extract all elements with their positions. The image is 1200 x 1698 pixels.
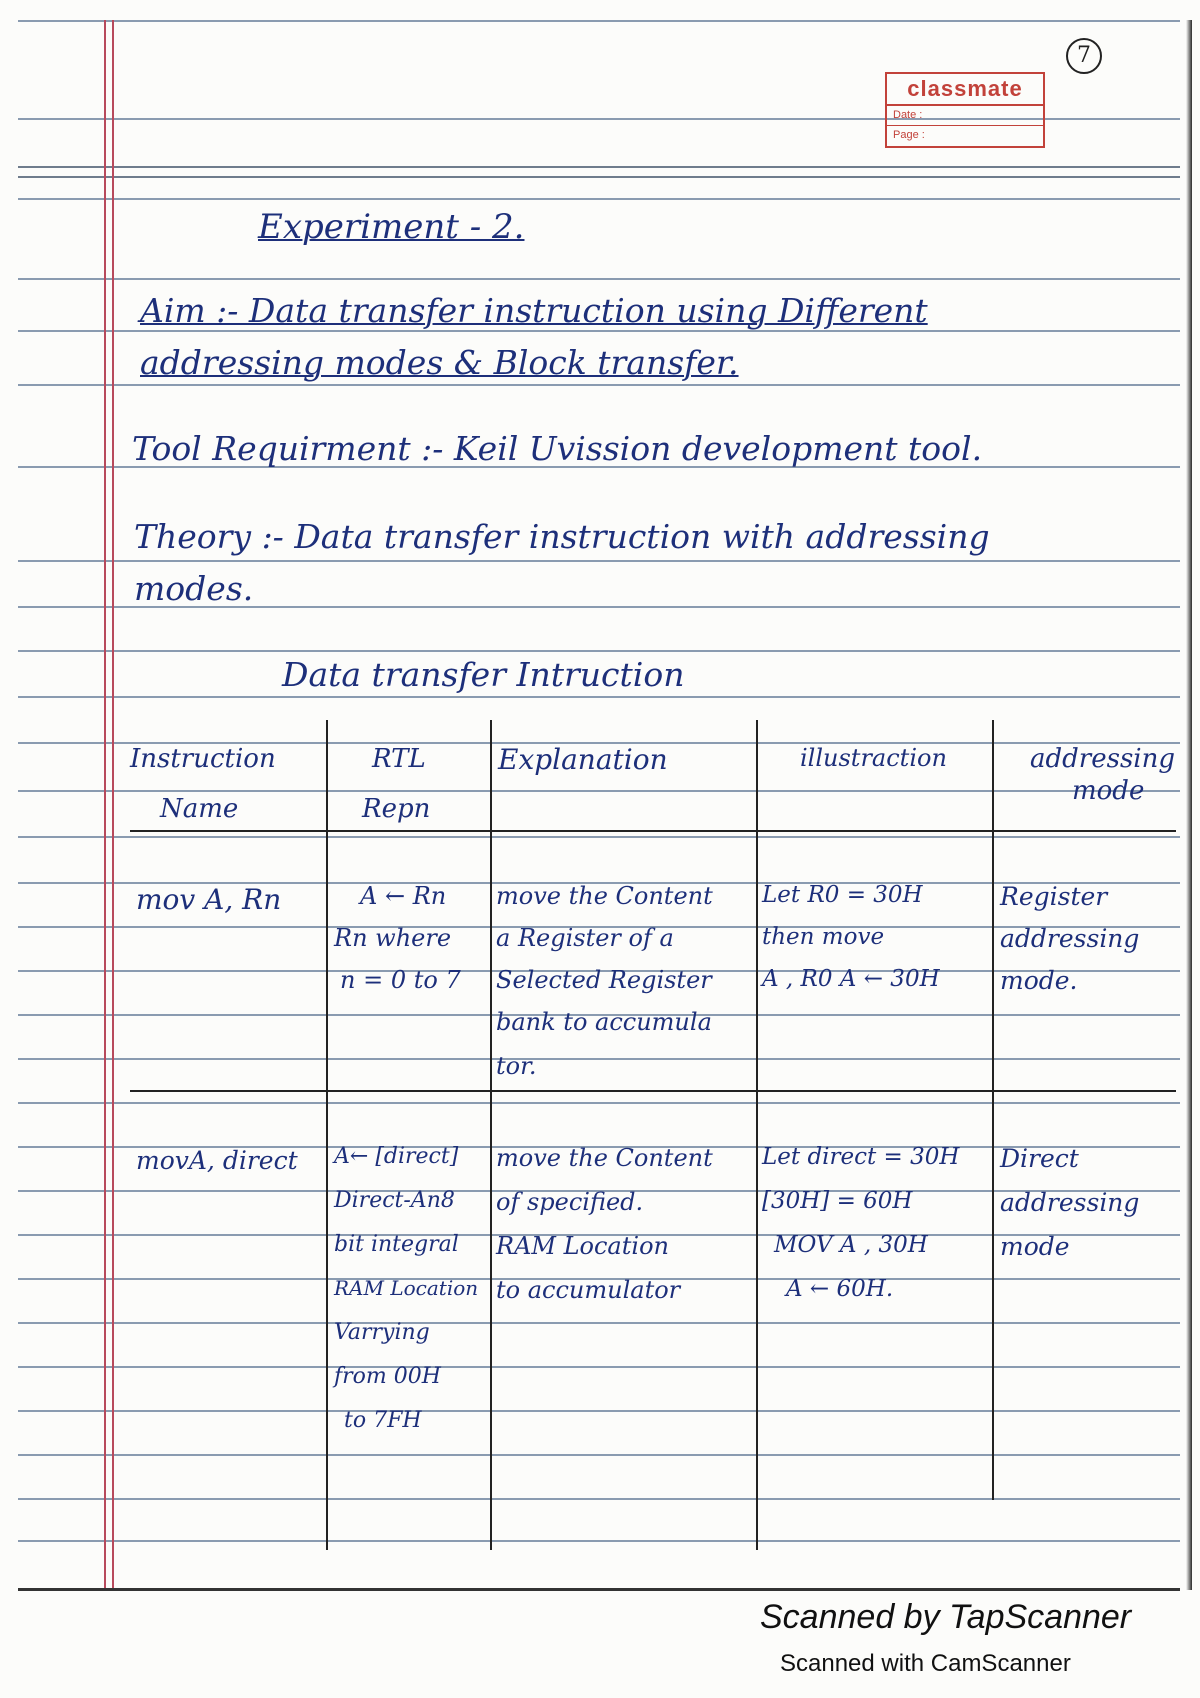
row1-instruction-name: mov A, Rn bbox=[136, 883, 282, 916]
row2-rtl-line: bit integral bbox=[334, 1232, 459, 1257]
table-row-divider bbox=[130, 1090, 1176, 1092]
ruled-line bbox=[18, 198, 1180, 200]
tool-requirement: Tool Requirment :- Keil Uvission development tool. bbox=[132, 429, 983, 468]
row2-mode-line: addressing bbox=[1000, 1188, 1140, 1217]
row2-explanation-line: of specified. bbox=[496, 1188, 644, 1216]
ruled-line bbox=[18, 1454, 1180, 1456]
header-rtl-2: Repn bbox=[362, 794, 431, 824]
ruled-line bbox=[18, 384, 1180, 386]
header-mode-1: addressing bbox=[1030, 744, 1175, 774]
row2-illustration-line: A ← 60H. bbox=[786, 1276, 894, 1302]
page-bottom-edge bbox=[18, 1588, 1180, 1591]
row1-explanation-line: move the Content bbox=[496, 882, 713, 910]
row1-mode-line: Register bbox=[1000, 882, 1108, 911]
row2-rtl-line: to 7FH bbox=[344, 1408, 422, 1433]
ruled-line bbox=[18, 650, 1180, 652]
row1-rtl-line: n = 0 to 7 bbox=[340, 966, 461, 994]
ruled-line bbox=[18, 790, 1180, 792]
header-mode-2: mode bbox=[1072, 776, 1145, 806]
header-name-1: Instruction bbox=[130, 744, 276, 774]
header-explanation: Explanation bbox=[498, 743, 668, 776]
row1-explanation-line: a Register of a bbox=[496, 924, 674, 952]
header-illustration: illustraction bbox=[800, 744, 947, 772]
row1-explanation-line: Selected Register bbox=[496, 966, 712, 994]
row2-explanation-line: move the Content bbox=[496, 1144, 713, 1172]
classmate-brand-box bbox=[885, 72, 1045, 148]
tapscanner-watermark: Scanned by TapScanner bbox=[760, 1598, 1132, 1636]
ruled-line bbox=[18, 1540, 1180, 1542]
row1-rtl-line: A ← Rn bbox=[360, 882, 447, 910]
ruled-line bbox=[18, 560, 1180, 562]
camscanner-watermark: Scanned with CamScanner bbox=[780, 1650, 1071, 1677]
row2-explanation-line: to accumulator bbox=[496, 1276, 681, 1304]
ruled-line bbox=[18, 278, 1180, 280]
table-title: Data transfer Intruction bbox=[282, 655, 685, 694]
ruled-line bbox=[18, 1058, 1180, 1060]
header-band bbox=[18, 166, 1180, 178]
margin-line-right bbox=[112, 20, 114, 1588]
header-rtl-1: RTL bbox=[372, 744, 426, 774]
table-column-divider bbox=[490, 720, 492, 1550]
row2-illustration-line: Let direct = 30H bbox=[762, 1144, 960, 1170]
header-name-2: Name bbox=[160, 794, 239, 824]
row2-rtl-line: from 00H bbox=[334, 1364, 441, 1389]
row2-rtl-line: RAM Location bbox=[334, 1276, 479, 1300]
page-number: 7 bbox=[1066, 38, 1102, 74]
table-column-divider bbox=[756, 720, 758, 1550]
table-header-divider bbox=[130, 830, 1176, 832]
table-column-divider bbox=[992, 720, 994, 1500]
brand-date-label: Date : bbox=[887, 106, 1043, 126]
ruled-line bbox=[18, 1102, 1180, 1104]
row2-mode-line: Direct bbox=[1000, 1144, 1079, 1173]
ruled-line bbox=[18, 20, 1180, 22]
row1-illustration-line: then move bbox=[762, 924, 885, 950]
margin-line-left bbox=[104, 20, 106, 1588]
row2-illustration-line: [30H] = 60H bbox=[762, 1188, 913, 1214]
row1-mode-line: mode. bbox=[1000, 966, 1078, 995]
experiment-title: Experiment - 2. bbox=[258, 207, 525, 247]
row1-explanation-line: tor. bbox=[496, 1052, 537, 1080]
row2-instruction-name: movA, direct bbox=[136, 1146, 298, 1175]
aim-line-1: Aim :- Data transfer instruction using Different bbox=[140, 291, 928, 330]
brand-page-label: Page : bbox=[893, 129, 925, 141]
row2-explanation-line: RAM Location bbox=[496, 1232, 669, 1260]
table-column-divider bbox=[326, 720, 328, 1550]
ruled-line bbox=[18, 1366, 1180, 1368]
row2-mode-line: mode bbox=[1000, 1232, 1070, 1261]
row2-rtl-line: Varrying bbox=[334, 1320, 430, 1345]
ruled-line bbox=[18, 1498, 1180, 1500]
row1-illustration-line: Let R0 = 30H bbox=[762, 882, 923, 908]
ruled-line bbox=[18, 330, 1180, 332]
row1-explanation-line: bank to accumula bbox=[496, 1008, 712, 1036]
row2-illustration-line: MOV A , 30H bbox=[774, 1232, 928, 1258]
theory-line-2: modes. bbox=[134, 569, 254, 608]
ruled-line bbox=[18, 1410, 1180, 1412]
row1-illustration-line: A , R0 A ← 30H bbox=[762, 966, 940, 992]
ruled-line bbox=[18, 696, 1180, 698]
row2-rtl-line: Direct-An8 bbox=[334, 1188, 455, 1213]
row2-rtl-line: A← [direct] bbox=[334, 1144, 459, 1169]
row1-rtl-line: Rn where bbox=[334, 924, 452, 952]
theory-line-1: Theory :- Data transfer instruction with addressing bbox=[134, 517, 990, 556]
ruled-line bbox=[18, 1322, 1180, 1324]
row1-mode-line: addressing bbox=[1000, 924, 1140, 953]
aim-line-2: addressing modes & Block transfer. bbox=[140, 343, 739, 382]
brand-name: classmate bbox=[887, 74, 1043, 106]
page-edge-shadow bbox=[1186, 20, 1192, 1590]
ruled-line bbox=[18, 836, 1180, 838]
